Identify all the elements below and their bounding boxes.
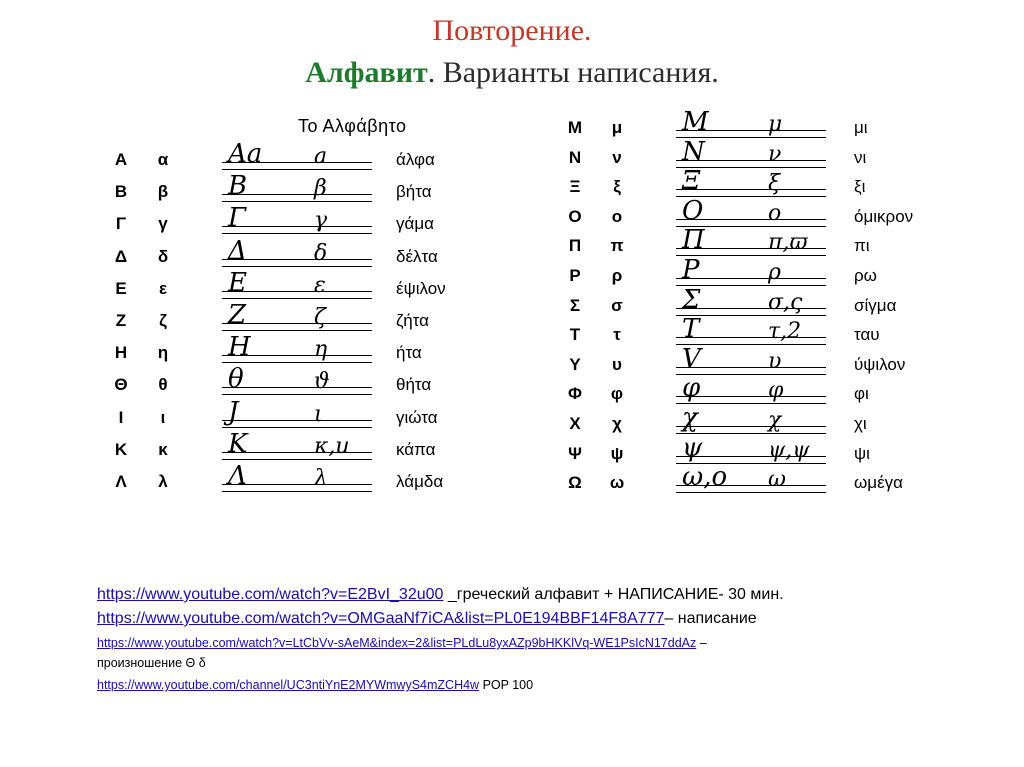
letter-name: γάμα <box>396 214 434 234</box>
capital-letter: Ν <box>568 147 582 167</box>
link-5-caption: POP 100 <box>479 678 534 692</box>
guide-line <box>222 330 372 331</box>
small-letter: γ <box>158 214 168 234</box>
handwriting-sample <box>222 365 372 399</box>
handwritten-capital: E <box>228 267 247 298</box>
handwritten-small: ζ <box>314 305 326 330</box>
handwriting-sample <box>222 269 372 303</box>
link-line-3 <box>97 636 707 650</box>
letter-row <box>110 364 510 401</box>
link-alphabet-writing[interactable]: https://www.youtube.com/watch?v=E2BvI_32u00 <box>97 586 444 603</box>
handwritten-capital: θ <box>228 364 244 395</box>
handwriting-sample <box>222 398 372 432</box>
letter-name: ωμέγα <box>854 473 903 493</box>
handwritten-capital: Z <box>228 300 247 330</box>
capital-letter: Λ <box>115 472 127 491</box>
handwritten-capital: Ξ <box>682 166 701 197</box>
handwriting-sample <box>222 301 372 335</box>
small-letter: ν <box>612 147 622 167</box>
subtitle-bold: Алфавит <box>305 56 428 89</box>
small-letter: κ <box>158 439 168 459</box>
guide-line <box>222 362 372 363</box>
handwritten-small: σ,ς <box>768 289 803 315</box>
letter-name: θήτα <box>396 375 432 395</box>
handwriting-sample <box>222 204 372 238</box>
capital-letter: Ε <box>115 278 127 298</box>
handwritten-capital: J <box>228 396 239 427</box>
handwritten-small: ι <box>314 401 323 427</box>
letter-name: φι <box>854 384 869 404</box>
small-letter: τ <box>613 325 621 345</box>
link-line-5 <box>97 678 533 692</box>
letter-name: σίγμα <box>854 295 897 315</box>
handwritten-small: β <box>314 176 327 202</box>
capital-letter: Ζ <box>115 311 127 330</box>
capital-letter: Α <box>114 150 128 169</box>
letter-name: άλφα <box>396 150 435 169</box>
letter-name: νι <box>854 147 867 167</box>
small-letter: χ <box>612 414 622 433</box>
letter-row <box>110 171 510 208</box>
letter-row <box>110 396 510 434</box>
handwriting-sample <box>222 237 372 271</box>
guide-line <box>222 427 372 428</box>
small-letter: μ <box>611 118 623 137</box>
letter-row <box>110 300 510 337</box>
handwritten-small: κ,u <box>314 433 350 459</box>
handwritten-capital: Λ <box>228 461 247 491</box>
link-channel[interactable]: https://www.youtube.com/channel/UC3ntiYnE2MYWmwyS4mZCH4w <box>97 678 480 692</box>
guide-line <box>222 420 372 421</box>
capital-letter: Μ <box>567 118 583 137</box>
handwriting-sample <box>222 462 372 496</box>
small-letter: ι <box>160 407 166 427</box>
link-3-caption: – <box>696 636 707 650</box>
handwritten-small: ξ <box>768 171 781 197</box>
link-line-4: произношение Θ δ <box>97 656 206 670</box>
small-letter: β <box>157 182 169 202</box>
letter-name: έψιλον <box>396 278 446 298</box>
small-letter: π <box>610 236 624 256</box>
handwritten-small: χ <box>768 408 782 433</box>
handwriting-sample <box>222 430 372 464</box>
handwritten-small: υ <box>768 348 782 374</box>
letter-name: ύψιλον <box>854 354 906 374</box>
capital-letter: Π <box>568 236 582 256</box>
link-1-caption: _греческий алфавит + НАПИСАНИЕ- 30 мин. <box>443 586 784 603</box>
capital-letter: Θ <box>114 375 128 395</box>
handwritten-small: ν <box>768 141 782 167</box>
letter-name: ψι <box>854 443 870 463</box>
handwritten-capital: P <box>682 255 700 285</box>
handwritten-capital: ψ <box>682 432 703 463</box>
handwritten-small: τ,2 <box>768 319 802 345</box>
guide-line <box>222 387 372 388</box>
handwritten-capital: M <box>682 107 709 137</box>
guide-line <box>676 492 826 493</box>
letter-row <box>110 139 510 176</box>
letter-row <box>110 332 510 369</box>
link-line-2 <box>97 610 757 628</box>
handwritten-capital: Δ <box>228 235 247 266</box>
guide-line <box>222 491 372 492</box>
handwritten-capital: B <box>228 171 248 202</box>
letter-name: ρω <box>854 266 877 285</box>
capital-letter: Δ <box>114 246 128 266</box>
small-letter: ξ <box>613 177 621 197</box>
handwritten-capital: V <box>682 343 701 374</box>
letter-name: πι <box>854 236 870 256</box>
letter-row <box>110 267 510 305</box>
slide-subtitle <box>0 56 1024 90</box>
handwritten-capital: T <box>682 314 700 345</box>
handwritten-small: ρ <box>768 260 781 285</box>
handwritten-capital: Π <box>682 225 705 256</box>
handwritten-capital: φ <box>682 373 701 404</box>
letter-name: γιώτα <box>396 407 438 427</box>
capital-letter: Ο <box>568 206 582 226</box>
link-writing-playlist[interactable]: https://www.youtube.com/watch?v=OMGaaNf7iCA&list=PL0E194BBF14F8A777 <box>97 610 665 627</box>
letter-name: μι <box>854 118 868 137</box>
small-letter: σ <box>611 295 623 315</box>
capital-letter: Β <box>114 182 128 202</box>
letter-name: ήτα <box>396 343 422 363</box>
letter-row <box>564 462 944 499</box>
small-letter: ψ <box>610 443 624 463</box>
capital-letter: Ξ <box>569 177 581 197</box>
small-letter: υ <box>612 354 622 374</box>
subtitle-rest: . Варианты написания. <box>427 56 719 89</box>
guide-line <box>222 233 372 234</box>
letter-name: ξι <box>854 177 866 197</box>
handwritten-small: δ <box>314 240 328 266</box>
handwritten-capital: Γ <box>228 203 247 234</box>
guide-line <box>222 201 372 202</box>
handwritten-small: γ <box>314 208 328 234</box>
letter-name: ταυ <box>854 325 880 345</box>
guide-line <box>222 394 372 395</box>
small-letter: ο <box>611 206 623 226</box>
capital-letter: Χ <box>569 414 581 433</box>
alphabet-column-left <box>110 139 510 496</box>
capital-letter: Κ <box>114 439 128 459</box>
capital-letter: Φ <box>568 384 582 404</box>
handwritten-small: π,ϖ <box>768 230 808 256</box>
letter-row <box>110 235 510 273</box>
letter-name: όμικρον <box>854 206 914 226</box>
letter-row <box>110 461 510 498</box>
small-letter: ω <box>609 473 625 493</box>
letter-name: χι <box>854 414 867 433</box>
small-letter: θ <box>158 375 168 395</box>
handwritten-capital: Σ <box>682 284 701 315</box>
handwritten-small: ϑ <box>314 369 330 395</box>
guide-line <box>222 169 372 170</box>
capital-letter: Τ <box>569 325 581 345</box>
capital-letter: Ρ <box>569 266 581 285</box>
small-letter: α <box>157 150 169 169</box>
letter-name: δέλτα <box>396 246 438 266</box>
handwritten-capital: N <box>682 136 705 167</box>
handwritten-small: a <box>314 144 328 169</box>
handwritten-small: λ <box>314 466 328 491</box>
alphabet-heading: Το Αλφάβητο <box>298 116 407 136</box>
letter-row <box>110 428 510 466</box>
letter-name: λάμδα <box>396 472 444 491</box>
guide-line <box>676 426 826 427</box>
link-2-caption: – написание <box>664 610 757 627</box>
handwritten-small: μ <box>768 112 783 137</box>
slide-title: Повторение. <box>432 14 592 47</box>
capital-letter: Γ <box>115 214 127 234</box>
small-letter: η <box>157 343 169 363</box>
capital-letter: Ι <box>118 407 124 427</box>
capital-letter: Η <box>114 343 128 363</box>
small-letter: λ <box>158 472 168 491</box>
link-line-1 <box>97 586 784 604</box>
guide-line <box>222 266 372 267</box>
letter-row <box>110 203 510 240</box>
alphabet-column-right <box>564 107 944 496</box>
handwritten-small: φ <box>768 378 784 404</box>
handwriting-sample <box>222 140 372 174</box>
handwritten-small: ε <box>314 272 326 298</box>
link-pronunciation[interactable]: https://www.youtube.com/watch?v=LtCbVv-sAeM&index=2&list=PLdLu8yxAZp9bHKKlVq-WE1PsIcN17ddAz <box>97 636 697 650</box>
handwritten-small: ο <box>768 200 782 226</box>
handwritten-capital: ω,ο <box>682 462 728 493</box>
small-letter: δ <box>157 246 169 266</box>
small-letter: ε <box>158 278 168 298</box>
handwritten-small: ω <box>768 467 786 493</box>
small-letter: ζ <box>159 311 167 330</box>
letter-name: κάπα <box>396 439 436 459</box>
capital-letter: Ω <box>568 473 582 493</box>
handwriting-sample <box>222 333 372 367</box>
handwritten-small: ψ,ψ <box>768 437 810 463</box>
handwritten-capital: O <box>682 195 704 226</box>
small-letter: φ <box>610 384 624 404</box>
letter-name: ζήτα <box>396 311 429 330</box>
handwritten-capital: Aa <box>228 139 263 169</box>
handwriting-sample <box>222 172 372 206</box>
capital-letter: Σ <box>569 295 581 315</box>
capital-letter: Ψ <box>568 443 582 463</box>
handwritten-capital: K <box>228 428 248 459</box>
handwritten-capital: χ <box>682 403 698 433</box>
letter-name: βήτα <box>396 182 432 202</box>
small-letter: ρ <box>611 266 623 285</box>
guide-line <box>222 298 372 299</box>
handwritten-capital: H <box>228 332 251 363</box>
handwritten-small: η <box>314 337 328 363</box>
capital-letter: Υ <box>569 354 581 374</box>
handwriting-sample <box>676 463 826 497</box>
